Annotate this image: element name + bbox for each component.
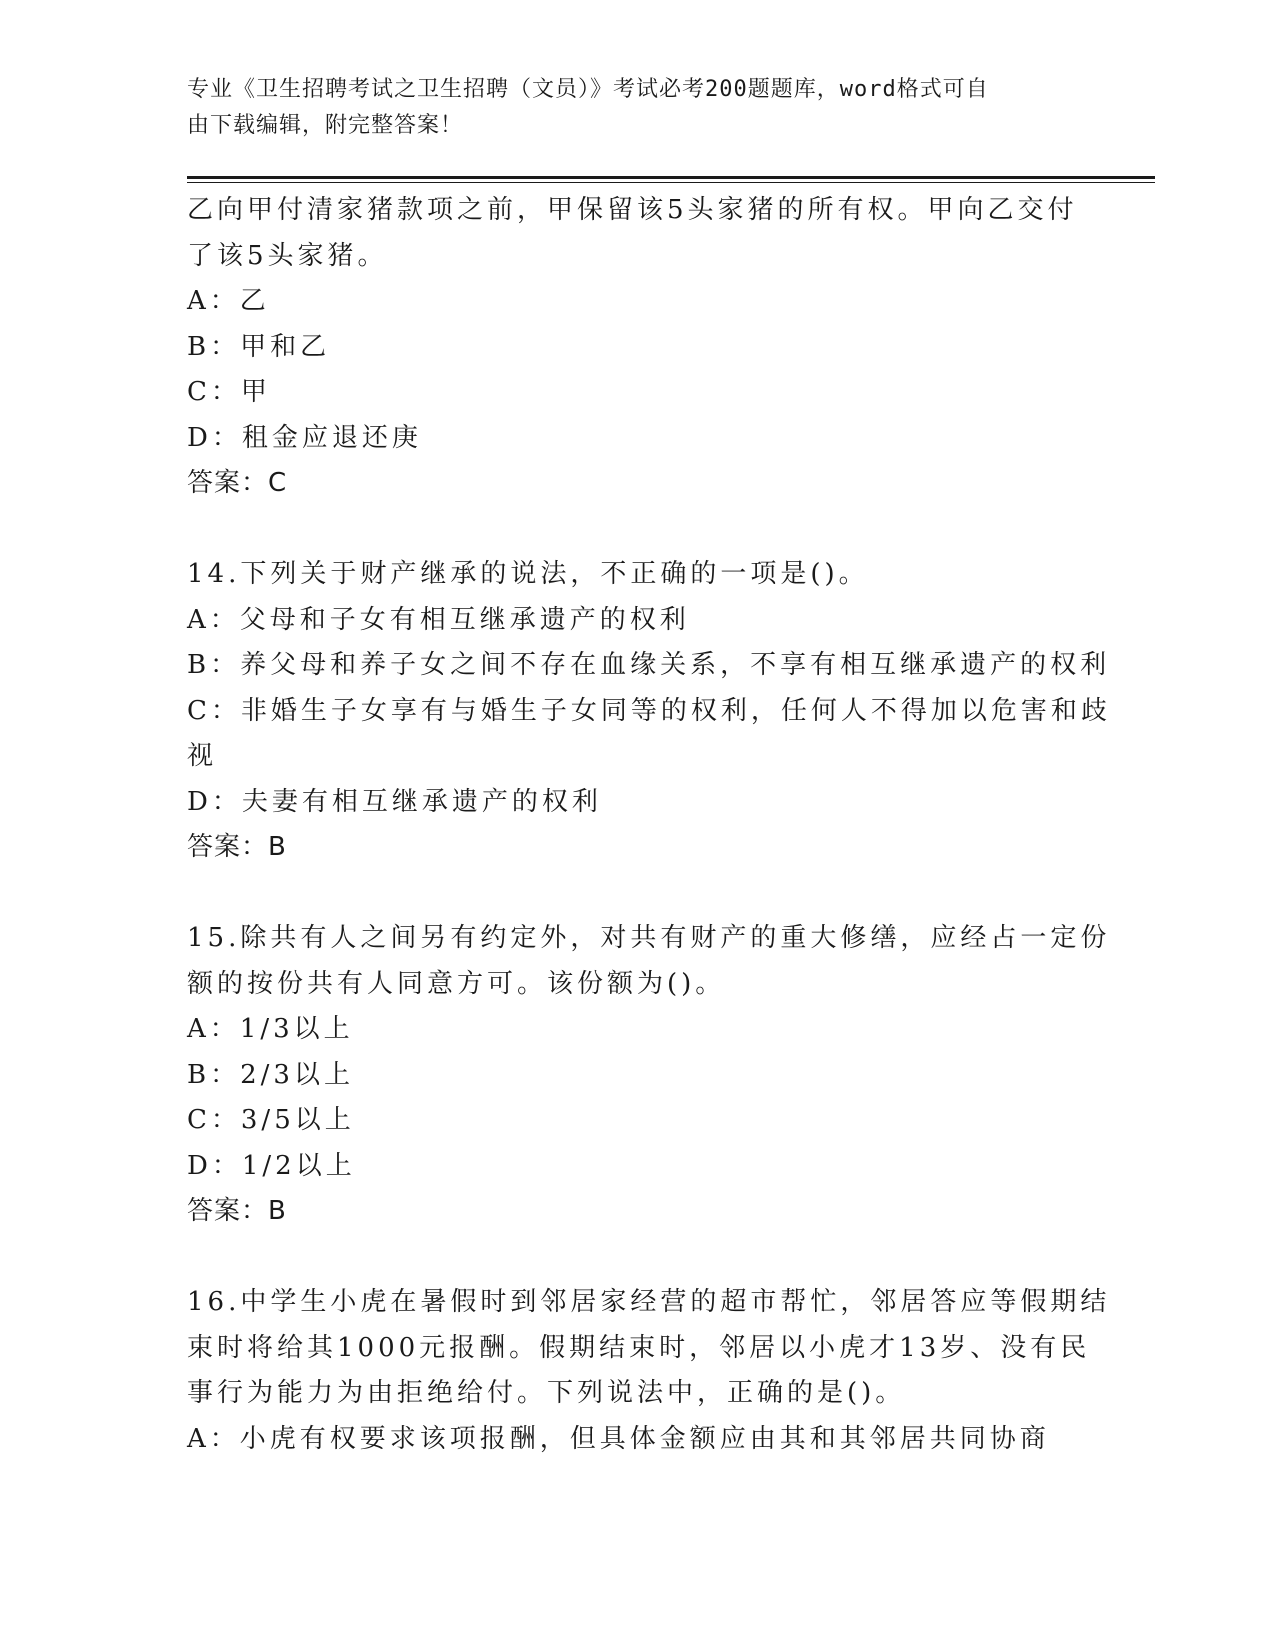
answer-line: 答案：B [187,832,287,862]
option-a: A：乙 [187,286,270,316]
question-14 [187,552,1111,871]
header-rule-thin [187,182,1155,183]
question-stem-line: 乙向甲付清家猪款项之前，甲保留该5头家猪的所有权。甲向乙交付 [187,195,1078,225]
option-a: A：1/3以上 [187,1014,354,1044]
question-15 [187,916,1111,1235]
option-c: C：非婚生子女享有与婚生子女同等的权利，任何人不得加以危害和歧 [187,695,1111,726]
option-c-continued: 视 [187,741,218,771]
question-stem-line: 额的按份共有人同意方可。该份额为()。 [187,968,726,999]
header-line-1: 专业《卫生招聘考试之卫生招聘（文员）》考试必考200题题库，word格式可自 [187,77,989,102]
option-c: C：3/5以上 [187,1105,355,1135]
question-16 [187,1280,1111,1462]
question-stem-line: 束时将给其1000元报酬。假期结束时，邻居以小虎才13岁、没有民 [187,1332,1091,1363]
question-stem-line: 15.除共有人之间另有约定外，对共有财产的重大修缮，应经占一定份 [187,923,1111,953]
option-c: C：甲 [187,377,271,407]
question-stem-line: 事行为能力为由拒绝给付。下列说法中，正确的是()。 [187,1378,906,1408]
answer-line: 答案：C [187,468,288,498]
option-b: B：2/3以上 [187,1059,354,1090]
spacer [187,871,1087,917]
question-13 [187,188,1087,507]
option-d: D：租金应退还庚 [187,422,422,453]
question-stem-line: 了该5头家猪。 [187,240,388,271]
option-b: B：甲和乙 [187,331,331,362]
option-a: A：小虎有权要求该项报酬，但具体金额应由其和其邻居共同协商 [187,1423,1050,1454]
spacer [187,507,1087,553]
answer-line: 答案：B [187,1196,287,1226]
option-b: B：养父母和养子女之间不存在血缘关系，不享有相互继承遗产的权利 [187,650,1111,680]
spacer [187,1235,1087,1281]
header-rule-thick [187,176,1155,179]
option-a: A：父母和子女有相互继承遗产的权利 [187,604,690,635]
question-stem-line: 14.下列关于财产继承的说法，不正确的一项是()。 [187,559,869,589]
option-d: D：夫妻有相互继承遗产的权利 [187,786,602,817]
document-header [187,72,1067,144]
header-line-2: 由下载编辑，附完整答案！ [187,113,464,138]
document-body [187,188,1111,1462]
question-stem-line: 16.中学生小虎在暑假时到邻居家经营的超市帮忙，邻居答应等假期结 [187,1287,1111,1317]
option-d: D：1/2以上 [187,1150,356,1181]
